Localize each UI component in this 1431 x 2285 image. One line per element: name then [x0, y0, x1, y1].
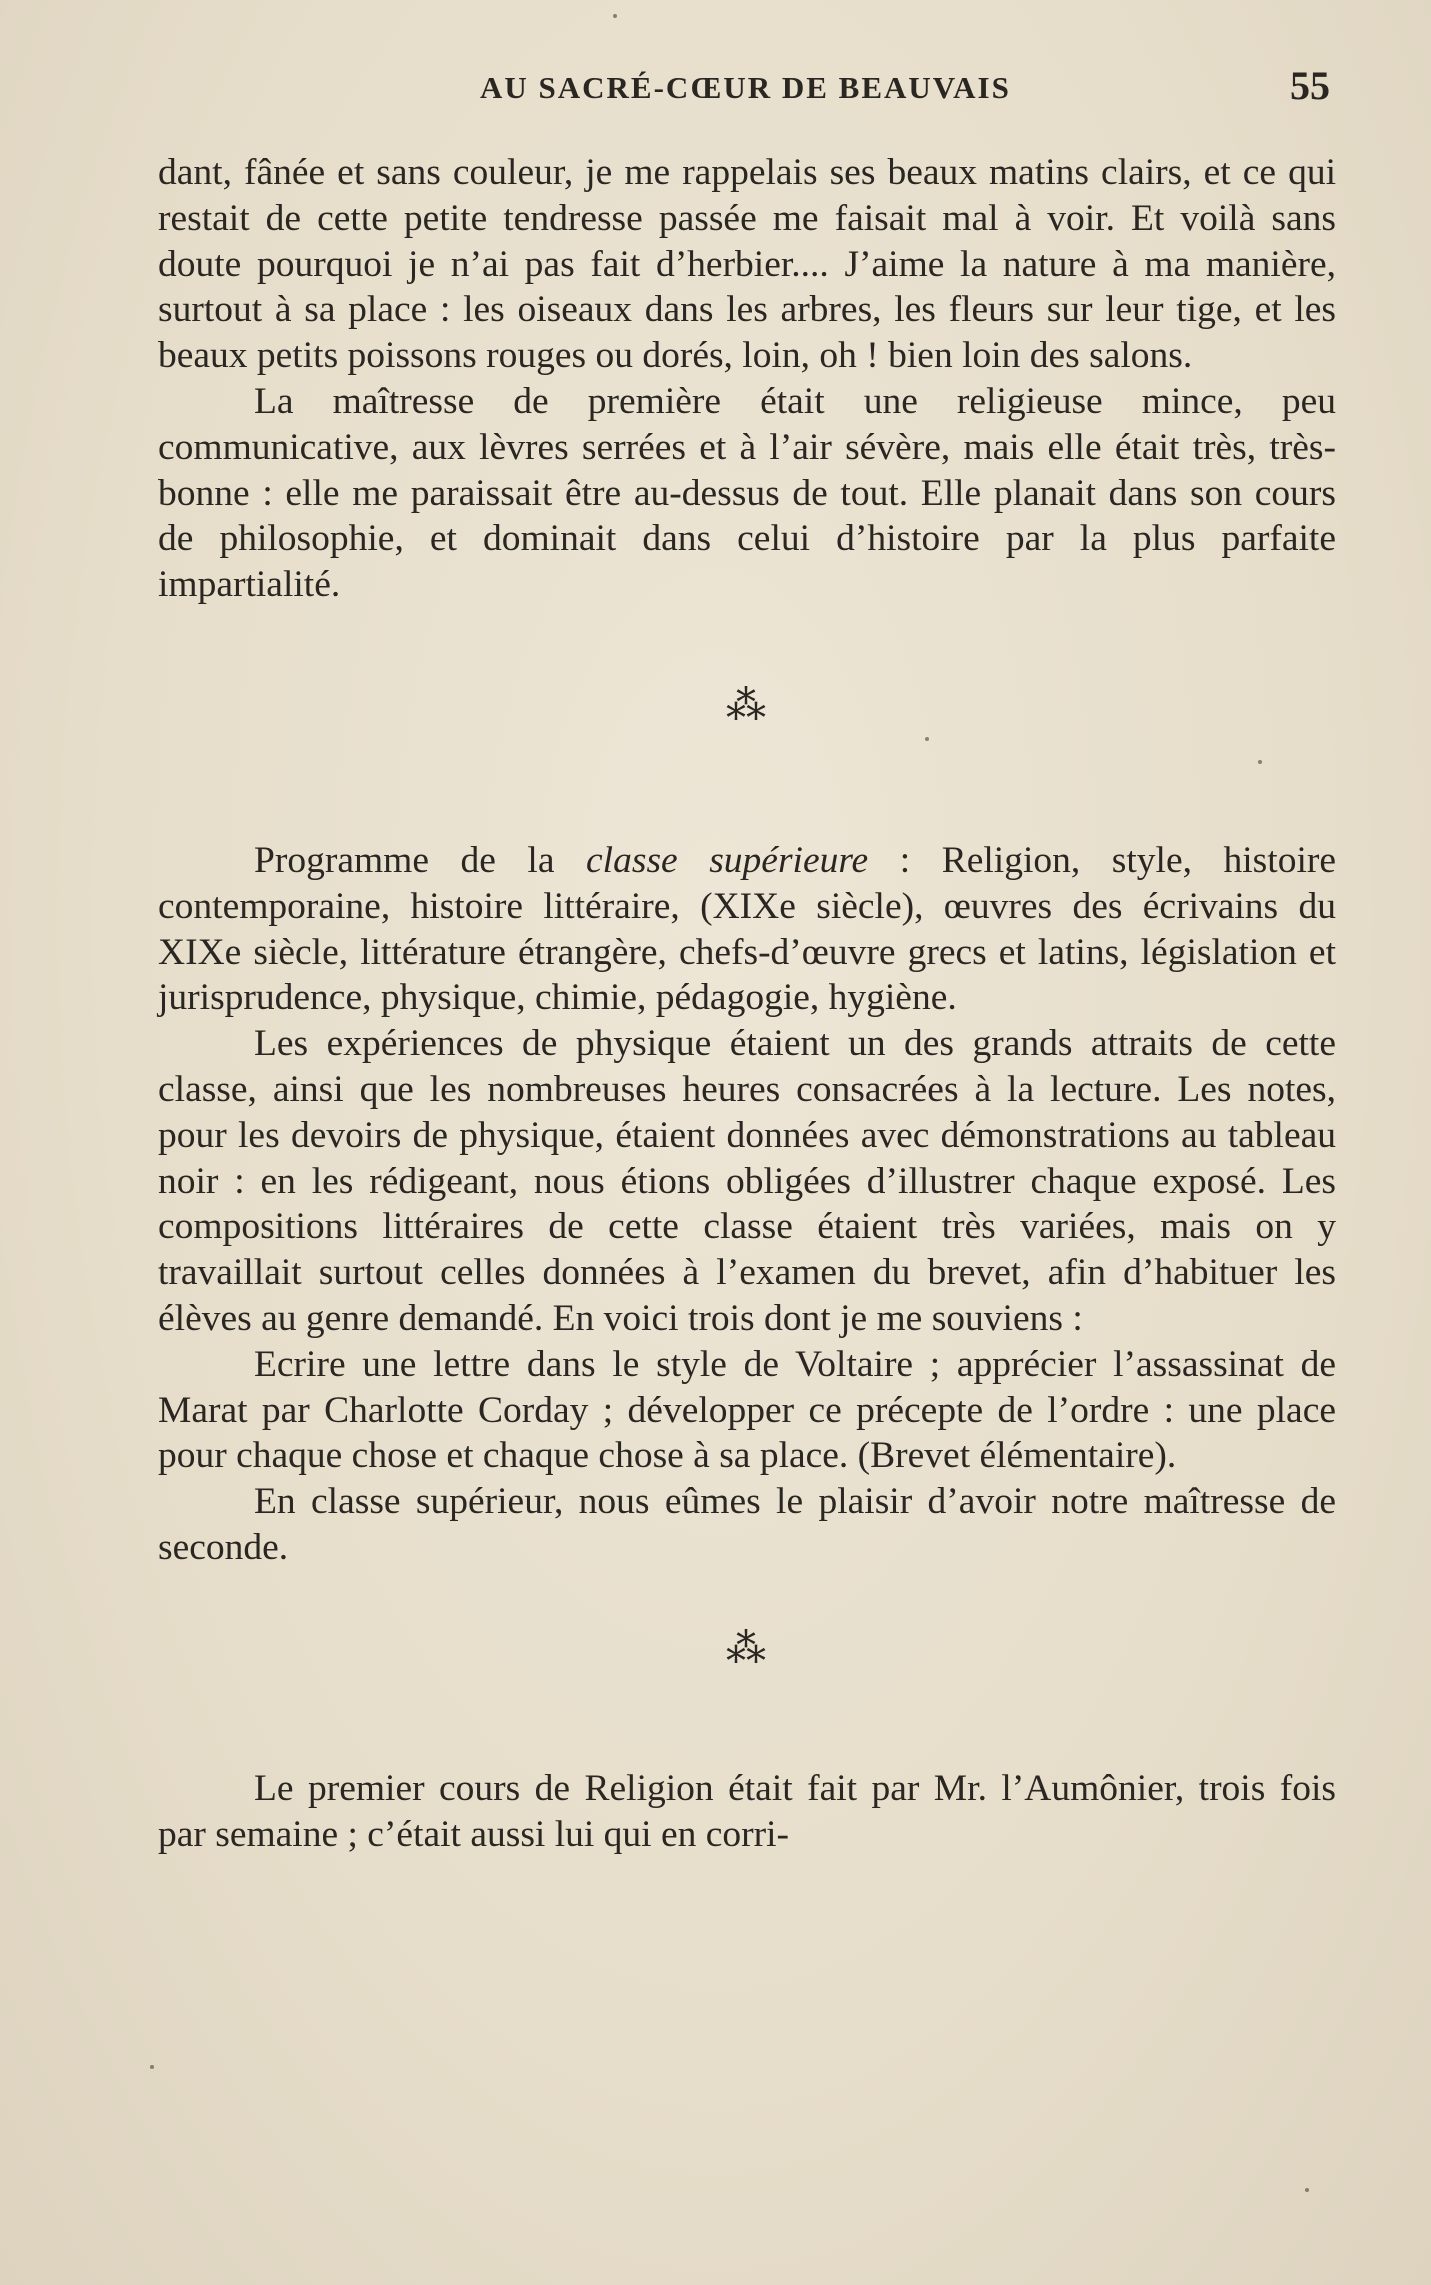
- body-text: [158, 150, 1336, 1857]
- paragraph-maitresse-premiere: La maîtresse de première était une religieuse mince, peu communicative, aux lèvres serrées et à l’air sévère, mais elle était très, très-bonne : elle me paraissait être au-dessus de tout. Elle planait dans son cours de philosophie, et dominait dans celui d’histoire par la plus parfaite impartialité.: [158, 380, 1336, 606]
- page-number: 55: [1290, 63, 1330, 108]
- paragraph-religion: Le premier cours de Religion était fait par Mr. l’Aumônier, trois fois par semaine ; c’était aussi lui qui en corri-: [158, 1767, 1336, 1855]
- section-asterism: ⁂: [726, 682, 768, 728]
- paper-speck: [925, 737, 929, 741]
- section-asterism: ⁂: [726, 1625, 768, 1671]
- paper-speck: [150, 2065, 154, 2069]
- paper-speck: [1258, 760, 1262, 764]
- paragraph-compositions: Ecrire une lettre dans le style de Voltaire ; apprécier l’assassinat de Marat par Charlotte Corday ; développer ce précepte de l’ordre : une place pour chaque chose et chaque chose à sa place. (Brevet élémentaire).: [158, 1343, 1336, 1477]
- running-head: [160, 62, 1330, 112]
- programme-prefix: Programme de la: [254, 839, 587, 881]
- paragraph-herbier: dant, fânée et sans couleur, je me rappelais ses beaux matins clairs, et ce qui restait de cette petite tendresse passée me faisait mal à voir. Et voilà sans doute pourquoi je n’ai pas fait d’herbier.... J’aime la nature à ma manière, surtout à sa place : les oiseaux dans les arbres, les fleurs sur leur tige, et les beaux petits poissons rouges ou dorés, loin, oh ! bien loin des salons.: [158, 152, 1336, 377]
- paper-speck: [1305, 2188, 1309, 2192]
- running-title: AU SACRÉ-CŒUR DE BEAUVAIS: [480, 70, 1011, 105]
- paragraph-programme: [158, 838, 1336, 1021]
- paper-speck: [613, 14, 617, 18]
- paragraph-classe-superieure: En classe supérieur, nous eûmes le plaisir d’avoir notre maîtresse de seconde.: [158, 1481, 1336, 1568]
- paragraph-experiences: Les expériences de physique étaient un des grands attraits de cette classe, ainsi que les nombreuses heures consacrées à la lecture. Les notes, pour les devoirs de physique, étaient données avec démonstrations au tableau noir : en les rédigeant, nous étions obligées d’illustrer chaque exposé. Les compositions littéraires de cette classe étaient très variées, mais on y travaillait surtout celles données à l’examen du brevet, afin d’habituer les élèves au genre demandé. En voici trois dont je me souviens :: [158, 1023, 1336, 1339]
- programme-subjects: : Religion, style, histoire contemporaine, histoire littéraire, (XIXe siècle), œuvres des écrivains du XIXe siècle, littérature étrangère, chefs-d’œuvre grecs et latins, législation et jurisprudence, physique, chimie, pédagogie, hygiène.: [158, 839, 1336, 1019]
- classe-superieure-emphasis: classe supérieure: [586, 839, 869, 881]
